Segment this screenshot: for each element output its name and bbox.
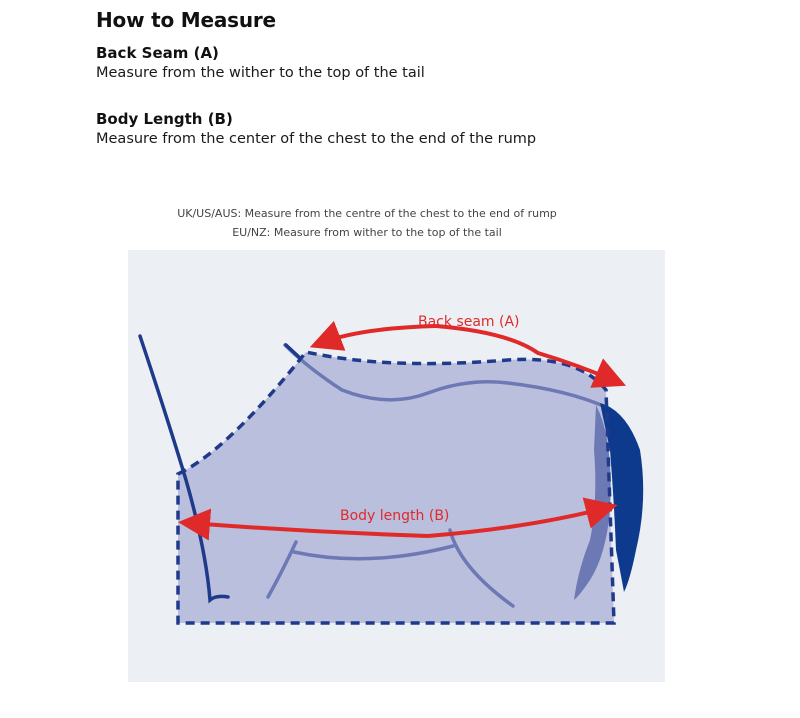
caption-uk-us-aus: UK/US/AUS: Measure from the centre of the chest to the end of rump: [177, 207, 557, 220]
back-seam-label: Back seam (A): [418, 314, 520, 330]
back-seam-description: Measure from the wither to the top of the tail: [96, 65, 425, 81]
body-length-heading: Body Length (B): [96, 110, 233, 128]
measurement-diagram: [128, 250, 665, 682]
back-seam-heading: Back Seam (A): [96, 44, 219, 62]
body-length-label: Body length (B): [340, 508, 450, 524]
body-length-section: [96, 109, 536, 149]
back-seam-section: [96, 43, 425, 83]
horse-rug-illustration: [128, 250, 665, 682]
body-length-description: Measure from the center of the chest to the end of the rump: [96, 131, 537, 147]
caption-eu-nz: EU/NZ: Measure from wither to the top of the tail: [232, 226, 502, 239]
rug-shape: [178, 352, 614, 623]
page-title: How to Measure: [96, 8, 276, 32]
wither-mark: [286, 345, 300, 358]
